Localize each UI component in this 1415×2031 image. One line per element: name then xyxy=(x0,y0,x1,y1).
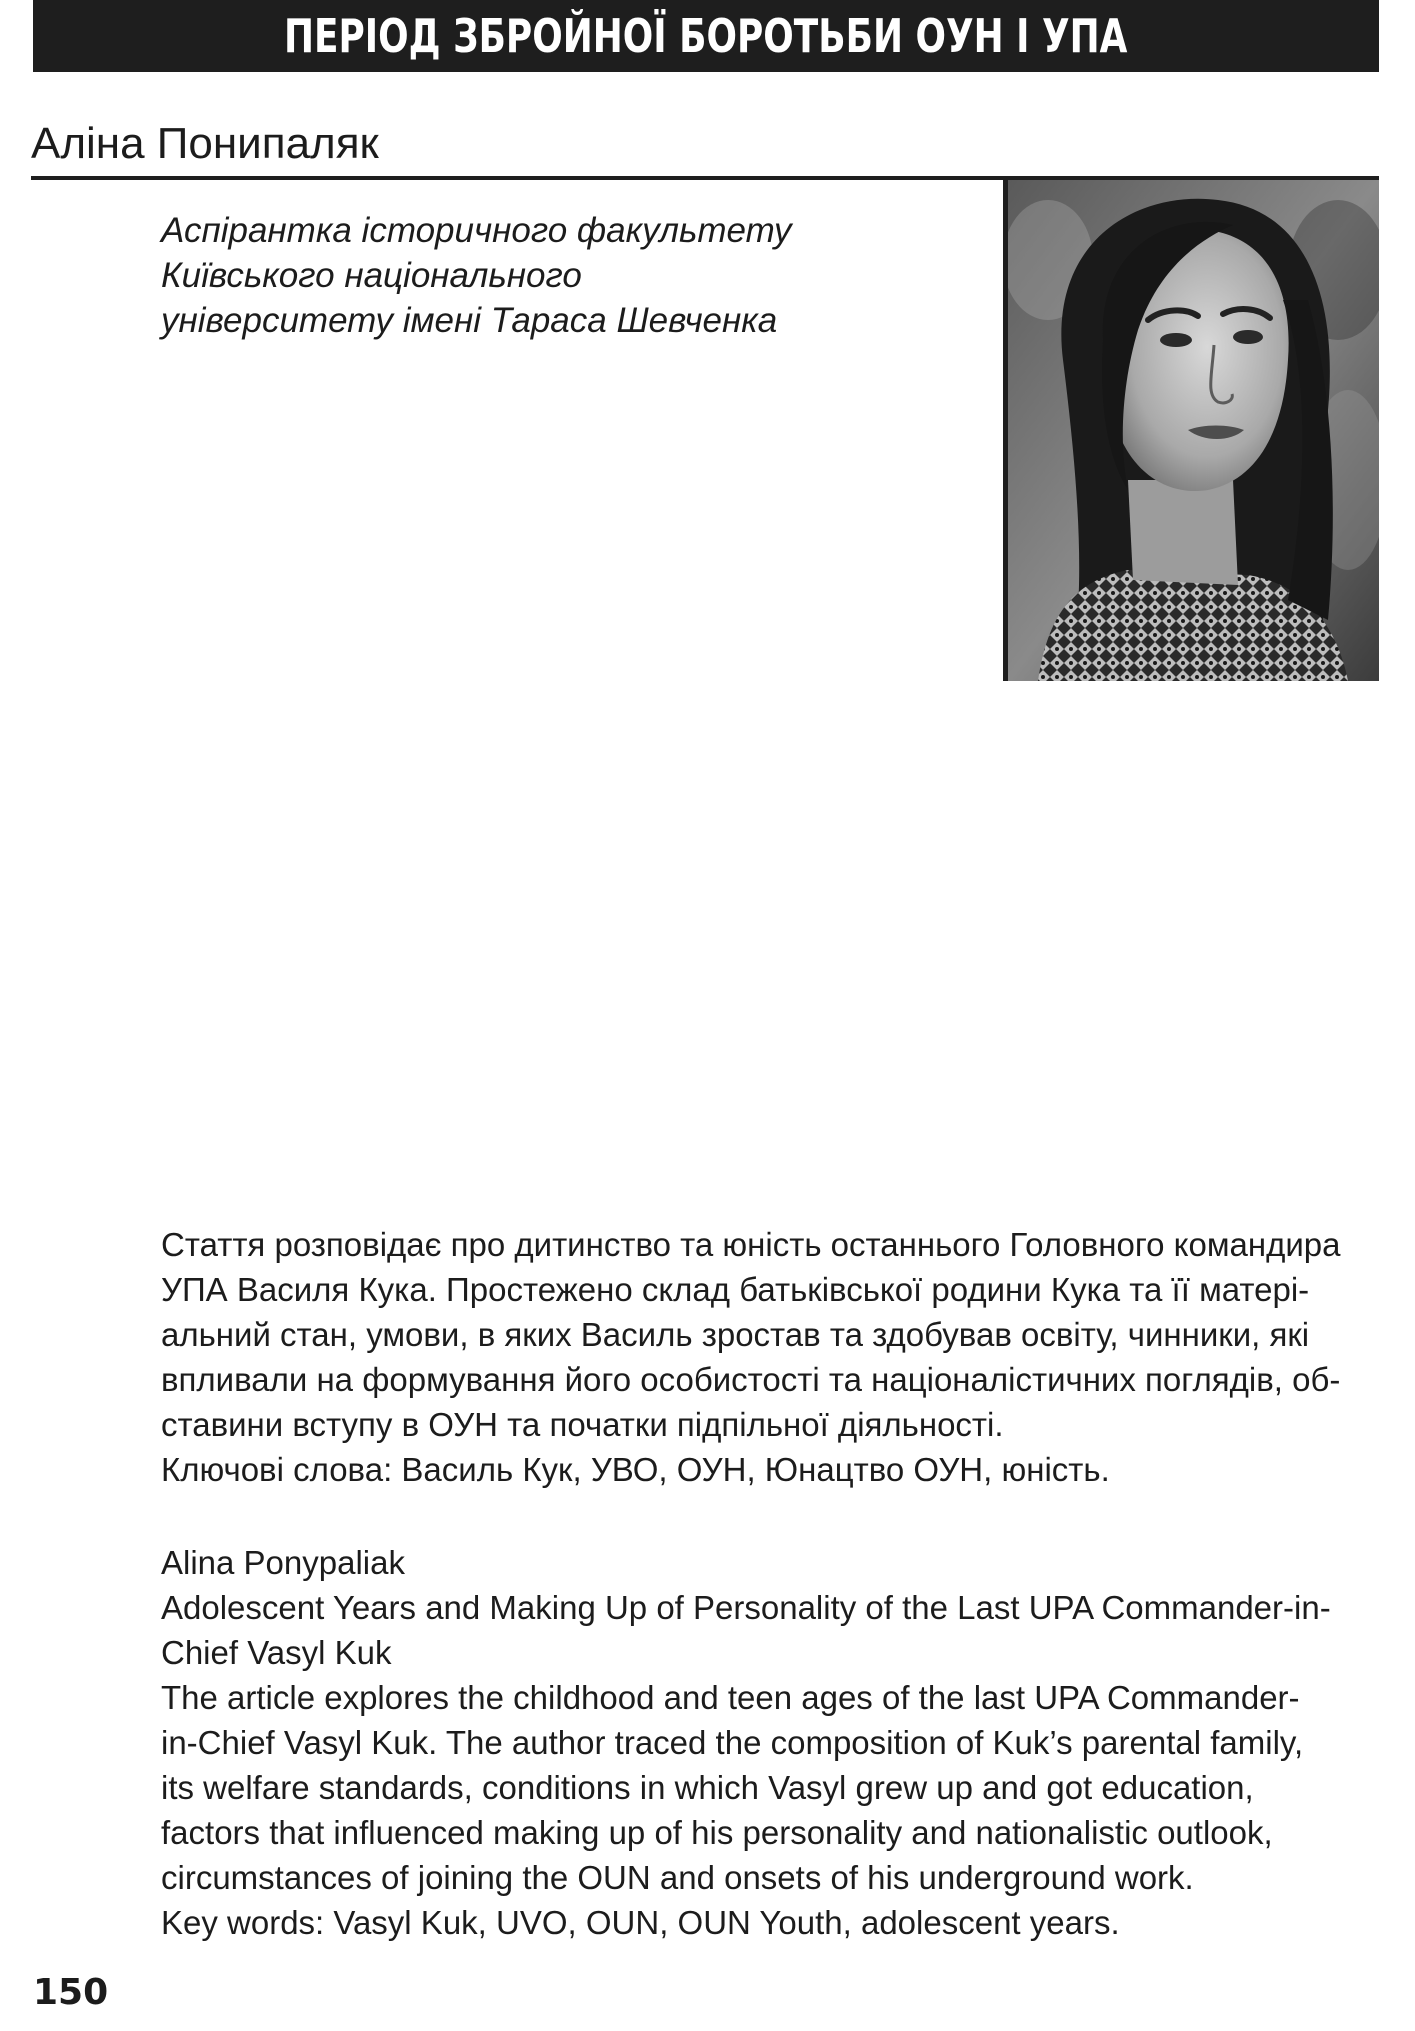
abstract-line: УПА Василя Кука. Простежено склад батьківської родини Кука та її матері- xyxy=(161,1271,1310,1308)
portrait-illustration xyxy=(1008,180,1379,681)
keywords-ukrainian: Ключові слова: Василь Кук, УВО, ОУН, Юнацтво ОУН, юність. xyxy=(161,1451,1110,1488)
english-title-line: Adolescent Years and Making Up of Personality of the Last UPA Commander-in- xyxy=(161,1589,1331,1626)
english-abstract-line: its welfare standards, conditions in which Vasyl grew up and got education, xyxy=(161,1769,1254,1806)
english-abstract-line: circumstances of joining the OUN and onsets of his underground work. xyxy=(161,1859,1194,1896)
abstract-line: Стаття розповідає про дитинство та юність останнього Головного командира xyxy=(161,1226,1341,1263)
english-title-line: Chief Vasyl Kuk xyxy=(161,1634,392,1671)
author-affiliation xyxy=(161,208,981,343)
abstract-ukrainian xyxy=(161,1222,1379,1492)
english-abstract-line: in-Chief Vasyl Kuk. The author traced the composition of Kuk’s parental family, xyxy=(161,1724,1304,1761)
affiliation-line: Аспірантка історичного факультету xyxy=(161,211,792,250)
page-number: 150 xyxy=(33,1972,109,2013)
english-abstract-line: The article explores the childhood and teen ages of the last UPA Commander- xyxy=(161,1679,1300,1716)
abstract-english xyxy=(161,1540,1379,1945)
abstract-line: впливали на формування його особистості та націоналістичних поглядів, об- xyxy=(161,1361,1341,1398)
keywords-english: Key words: Vasyl Kuk, UVO, OUN, OUN Youth, adolescent years. xyxy=(161,1904,1120,1941)
author-portrait xyxy=(1003,180,1379,681)
author-name: Аліна Понипаляк xyxy=(31,119,379,168)
section-header xyxy=(33,0,1379,72)
abstract-line: альний стан, умови, в яких Василь зростав та здобував освіту, чинники, які xyxy=(161,1316,1310,1353)
affiliation-line: університету імені Тараса Шевченка xyxy=(161,301,778,340)
english-abstract-line: factors that influenced making up of his personality and nationalistic outlook, xyxy=(161,1814,1273,1851)
section-title: ПЕРІОД ЗБРОЙНОЇ БОРОТЬБИ ОУН І УПА xyxy=(284,9,1128,63)
english-author-name: Alina Ponypaliak xyxy=(161,1544,405,1581)
affiliation-line: Київського національного xyxy=(161,256,582,295)
abstract-line: ставини вступу в ОУН та початки підпільної діяльності. xyxy=(161,1406,1004,1443)
